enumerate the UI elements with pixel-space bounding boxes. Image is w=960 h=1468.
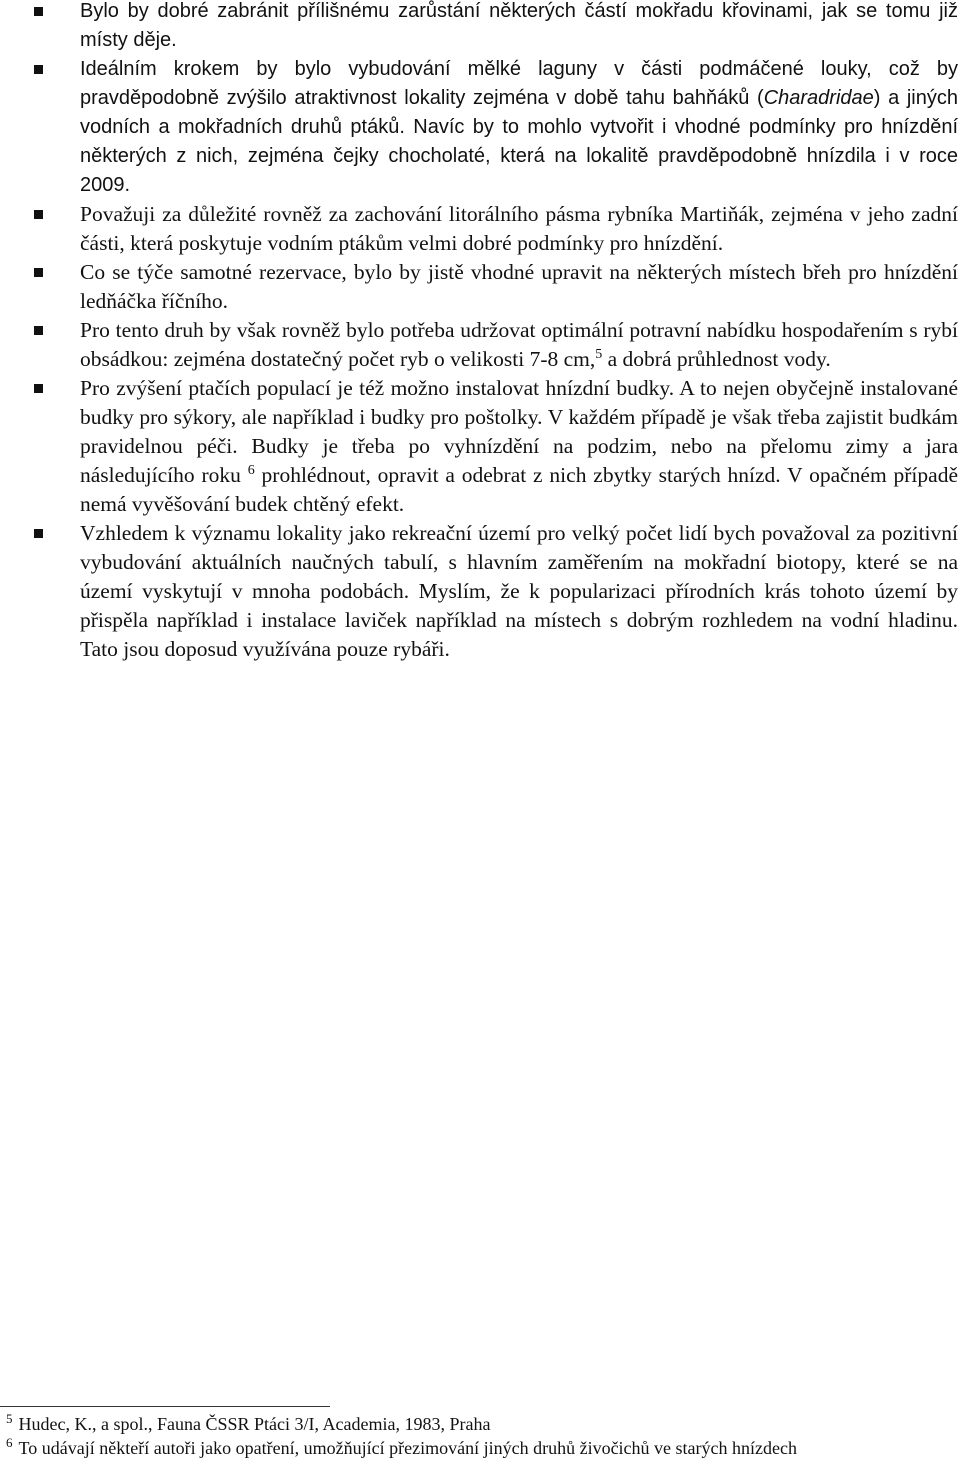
paragraph-text: a dobrá průhlednost vody. bbox=[602, 347, 831, 371]
bullet-paragraph bbox=[34, 200, 958, 258]
footnote-reference: 5 bbox=[595, 347, 603, 362]
bullet-paragraph bbox=[34, 316, 958, 374]
footnote-number: 5 bbox=[6, 1411, 13, 1426]
paragraph-text: prohlédnout, opravit a odebrat z nich zbytky starých hnízd. V opačném případě nemá vyvěšování budek chtěný efekt. bbox=[80, 463, 958, 516]
square-bullet-icon bbox=[34, 210, 43, 219]
square-bullet-icon bbox=[34, 7, 43, 16]
footnote bbox=[6, 1412, 956, 1436]
footnote-reference: 6 bbox=[247, 463, 255, 478]
square-bullet-icon bbox=[34, 326, 43, 335]
bullet-paragraph bbox=[34, 0, 958, 55]
italic-text: Charadridae bbox=[763, 87, 874, 109]
paragraph-text: Vzhledem k významu lokality jako rekreační území pro velký počet lidí bych považoval za pozitivní vybudování aktuálních naučných tabulí, s hlavním zaměřením na mokřadní biotopy, které se na území vyskytují v mnoha podobách. Myslím, že k popularizaci přírodních krás tohoto území by přispěla například i instalace laviček například na místech s dobrým rozhledem na vodní hladinu. Tato jsou doposud využívána pouze rybáři. bbox=[80, 521, 958, 661]
paragraph-text: Bylo by dobré zabránit přílišnému zarůstání některých částí mokřadu křovinami, jak se tomu již místy děje. bbox=[80, 0, 958, 51]
bullet-paragraph bbox=[34, 258, 958, 316]
recommendations-list bbox=[34, 0, 958, 664]
paragraph-text: Pro zvýšení ptačích populací je též možno instalovat hnízdní budky. A to nejen obyčejně instalované budky pro sýkory, ale například i budky pro poštolky. V každém případě je však třeba zajistit budkám pravidelnou péči. Budky je třeba po vyhnízdění na podzim, nebo na přelomu zimy a jara následujícího roku bbox=[80, 376, 958, 487]
square-bullet-icon bbox=[34, 529, 43, 538]
paragraph-text: Ideálním krokem by bylo vybudování mělké laguny v části podmáčené louky, což by pravděpodobně zvýšilo atraktivnost lokality zejména v době tahu bahňáků ( bbox=[80, 58, 958, 109]
footnote bbox=[6, 1436, 956, 1460]
paragraph-text: Co se týče samotné rezervace, bylo by jistě vhodné upravit na některých místech břeh pro hnízdění ledňáčka říčního. bbox=[80, 260, 958, 313]
footnote-separator bbox=[0, 1406, 330, 1407]
square-bullet-icon bbox=[34, 268, 43, 277]
bullet-paragraph bbox=[34, 55, 958, 200]
paragraph-text: ) a jiných vodních a mokřadních druhů ptáků. Navíc by to mohlo vytvořit i vhodné podmínky pro hnízdění některých z nich, zejména čejky chocholaté, která na lokalitě pravděpodobně hnízdila i v roce 2009. bbox=[80, 87, 959, 196]
square-bullet-icon bbox=[34, 65, 43, 74]
footnote-text: Hudec, K., a spol., Fauna ČSSR Ptáci 3/I, Academia, 1983, Praha bbox=[18, 1414, 491, 1434]
paragraph-text: Považuji za důležité rovněž za zachování litorálního pásma rybníka Martiňák, zejména v jeho zadní části, která poskytuje vodním ptákům velmi dobré podmínky pro hnízdění. bbox=[80, 202, 958, 255]
footnote-number: 6 bbox=[6, 1435, 13, 1450]
footnotes bbox=[6, 1412, 956, 1460]
square-bullet-icon bbox=[34, 384, 43, 393]
paragraph-text: Pro tento druh by však rovněž bylo potřeba udržovat optimální potravní nabídku hospodařením s rybí obsádkou: zejména dostatečný počet ryb o velikosti 7-8 cm, bbox=[80, 318, 958, 371]
bullet-paragraph bbox=[34, 374, 958, 519]
bullet-paragraph bbox=[34, 519, 958, 664]
footnote-text: To udávají někteří autoři jako opatření, umožňující přezimování jiných druhů živočichů ve starých hnízdech bbox=[18, 1438, 797, 1458]
